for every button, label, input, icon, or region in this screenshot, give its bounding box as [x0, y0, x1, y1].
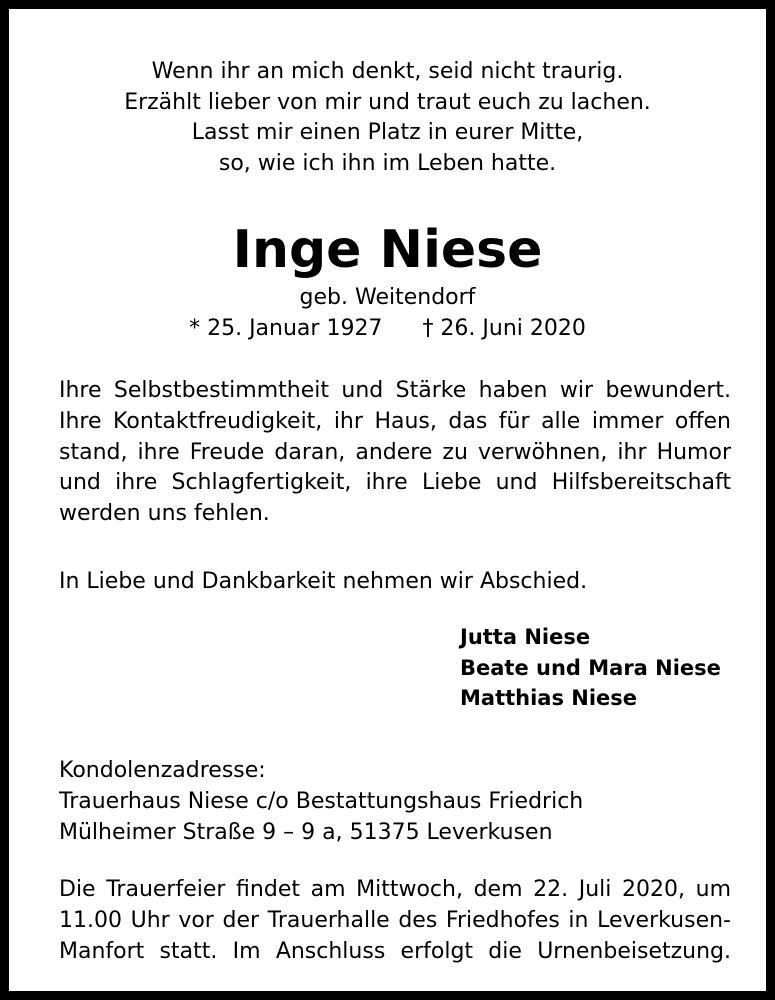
service-line: Manfort statt. Im Anschluss erfolgt die Urnenbeisetzung.	[59, 938, 731, 964]
birth-name: geb. Weitendorf	[299, 285, 476, 310]
farewell-text: In Liebe und Dankbarkeit nehmen wir Abschied.	[59, 569, 588, 594]
tribute-line: Ihre Selbstbestimmtheit und Stärke haben wir bewundert.	[59, 378, 731, 403]
tribute-line: Ihre Kontaktfreudigkeit, ihr Haus, das für alle immer offen	[59, 408, 731, 434]
life-dates	[9, 314, 766, 344]
mourners-list	[460, 622, 721, 714]
service-line: Die Trauerfeier findet am Mittwoch, dem 22. Juli 2020, um	[59, 877, 731, 902]
tribute-line: stand, ihre Freude daran, andere zu verwöhnen, ihr Humor	[59, 439, 731, 465]
poem-line: Lasst mir einen Platz in eurer Mitte,	[191, 120, 584, 145]
condolence-label: Kondolenzadresse:	[59, 758, 266, 783]
condolence-line: Trauerhaus Niese c/o Bestattungshaus Friedrich	[59, 789, 584, 814]
service-info	[59, 875, 731, 967]
condolence-line: Mülheimer Straße 9 – 9 a, 51375 Leverkusen	[59, 820, 553, 845]
poem-line: Wenn ihr an mich denkt, seid nicht traurig.	[151, 59, 624, 84]
death-date: † 26. Juni 2020	[422, 316, 586, 341]
poem-line: so, wie ich ihn im Leben hatte.	[218, 150, 557, 176]
tribute-text	[59, 376, 731, 530]
mourner-name: Jutta Niese	[460, 625, 591, 649]
tribute-line: werden uns fehlen.	[59, 501, 270, 527]
poem-line: Erzählt lieber von mir und traut euch zu lachen.	[124, 89, 651, 115]
condolence-address	[59, 755, 583, 848]
memorial-poem	[9, 57, 766, 179]
birth-date: * 25. Januar 1927	[189, 316, 383, 341]
mourner-name: Matthias Niese	[460, 686, 638, 710]
service-line: 11.00 Uhr vor der Trauerhalle des Friedhofes in Leverkusen-	[59, 907, 731, 933]
deceased-name: Inge Niese	[232, 220, 543, 280]
tribute-line: und ihre Schlagfertigkeit, ihre Liebe und Hilfsbereitschaft	[59, 470, 731, 496]
mourner-name: Beate und Mara Niese	[460, 655, 721, 680]
